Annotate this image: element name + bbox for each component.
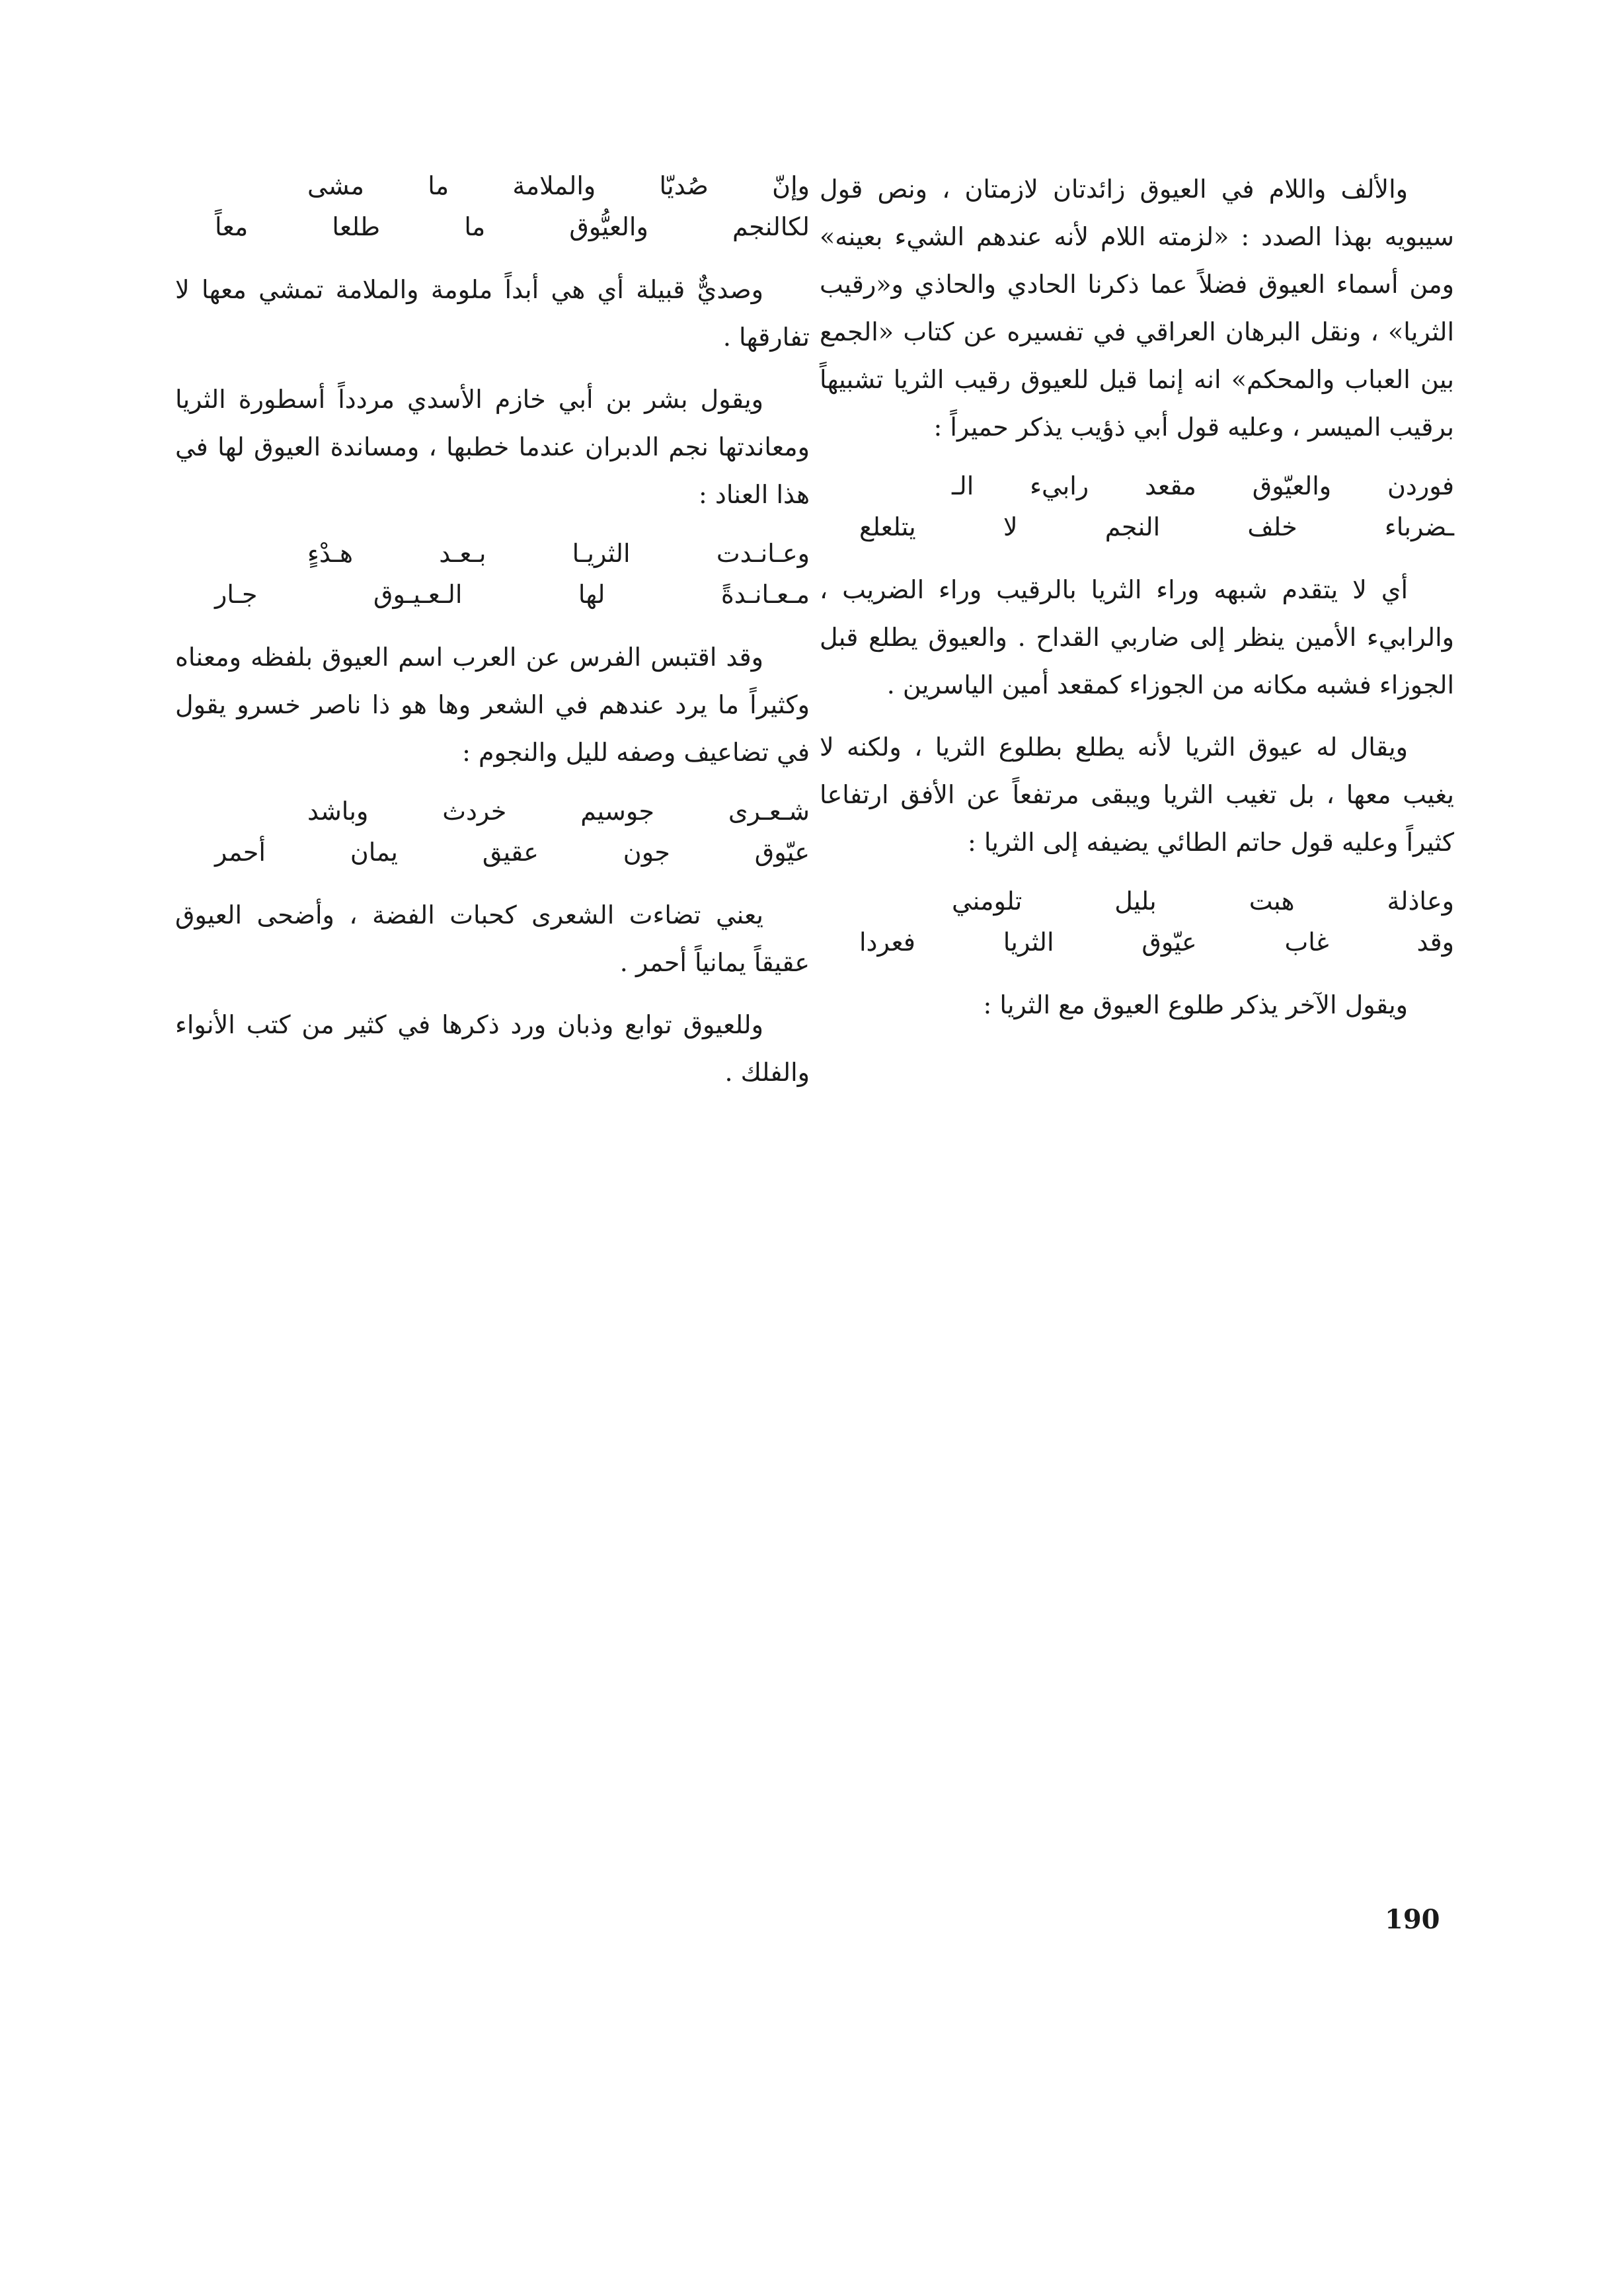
paragraph: والألف واللام في العيوق زائدتان لازمتان ، ونص قول سيبويه بهذا الصدد : «لزمته اللام لأنه عندهم الشيء بعينه» ومن أسماء العيوق فضلاً عما ذكرنا الحادي والحاذي و«رقيب الثريا» ، ونقل البرهان العراقي في تفسيره عن كتاب «الجمع بين العباب والمحكم» انه إنما قيل للعيوق رقيب الثريا تشبيهاً برقيب الميسر ، وعليه قول أبي ذؤيب يذكر حميراً : bbox=[820, 175, 1454, 442]
verse bbox=[820, 465, 1454, 547]
verse-line: عيّوق جون عقيق يمان أحمر bbox=[215, 838, 810, 867]
verse-line: وقد غاب عيّوق الثريا فعردا bbox=[859, 928, 1454, 957]
paragraph: يعني تضاءت الشعرى كحبات الفضة ، وأضحى العيوق عقيقاً يمانياً أحمر . bbox=[175, 900, 810, 977]
paragraph: ويقول الآخر يذكر طلوع العيوق مع الثريا : bbox=[983, 990, 1408, 1019]
verse bbox=[175, 791, 810, 873]
verse-line: وإنّ صُديّا والملامة ما مشى bbox=[307, 171, 810, 200]
page-number: 190 bbox=[1385, 1904, 1440, 1935]
paragraph: وصديٌّ قبيلة أي هي أبداً ملومة والملامة تمشي معها لا تفارقها . bbox=[175, 275, 810, 352]
verse bbox=[175, 165, 810, 247]
verse-line: فوردن والعيّوق مقعد رابيء الـ bbox=[952, 471, 1454, 500]
verse-line: شـعـرى جوسيم خردث وباشد bbox=[307, 797, 810, 826]
verse-line: وعاذلة هبت بليل تلومني bbox=[952, 887, 1454, 916]
paragraph: وللعيوق توابع وذبان ورد ذكرها في كثير من كتب الأنواء والفلك . bbox=[175, 1010, 810, 1087]
paragraph: ويقول بشر بن أبي خازم الأسدي مردداً أسطورة الثريا ومعاندتها نجم الدبران عندما خطبها ، ومساندة العيوق لها في هذا العناد : bbox=[175, 385, 810, 509]
verse-line: لكالنجم والعيُّوق ما طلعا معاً bbox=[215, 212, 810, 241]
verse-line: مـعـانـدةً لها الـعـيـوق جـار bbox=[215, 580, 810, 609]
left-column bbox=[175, 165, 810, 1111]
paragraph: ويقال له عيوق الثريا لأنه يطلع بطلوع الثريا ، ولكنه لا يغيب معها ، بل تغيب الثريا ويبقى مرتفعاً عن الأفق ارتفاعا كثيراً وعليه قول حاتم الطائي يضيفه إلى الثريا : bbox=[820, 732, 1454, 857]
verse bbox=[820, 881, 1454, 963]
verse-line: وعـانـدت الثريـا بـعـد هـدْءٍ bbox=[307, 539, 810, 568]
verse-line: ـضرباء خلف النجم لا يتلعلع bbox=[859, 512, 1454, 541]
paragraph: أي لا يتقدم شبهه وراء الثريا بالرقيب وراء الضريب ، والرابيء الأمين ينظر إلى ضاربي القداح . والعيوق يطلع قبل الجوزاء فشبه مكانه من الجوزاء كمقعد أمين الياسرين . bbox=[820, 575, 1454, 699]
right-column bbox=[820, 165, 1454, 1043]
verse bbox=[175, 533, 810, 615]
paragraph: وقد اقتبس الفرس عن العرب اسم العيوق بلفظه ومعناه وكثيراً ما يرد عندهم في الشعر وها هو ذا ناصر خسرو يقول في تضاعيف وصفه لليل والنجوم : bbox=[175, 643, 810, 767]
